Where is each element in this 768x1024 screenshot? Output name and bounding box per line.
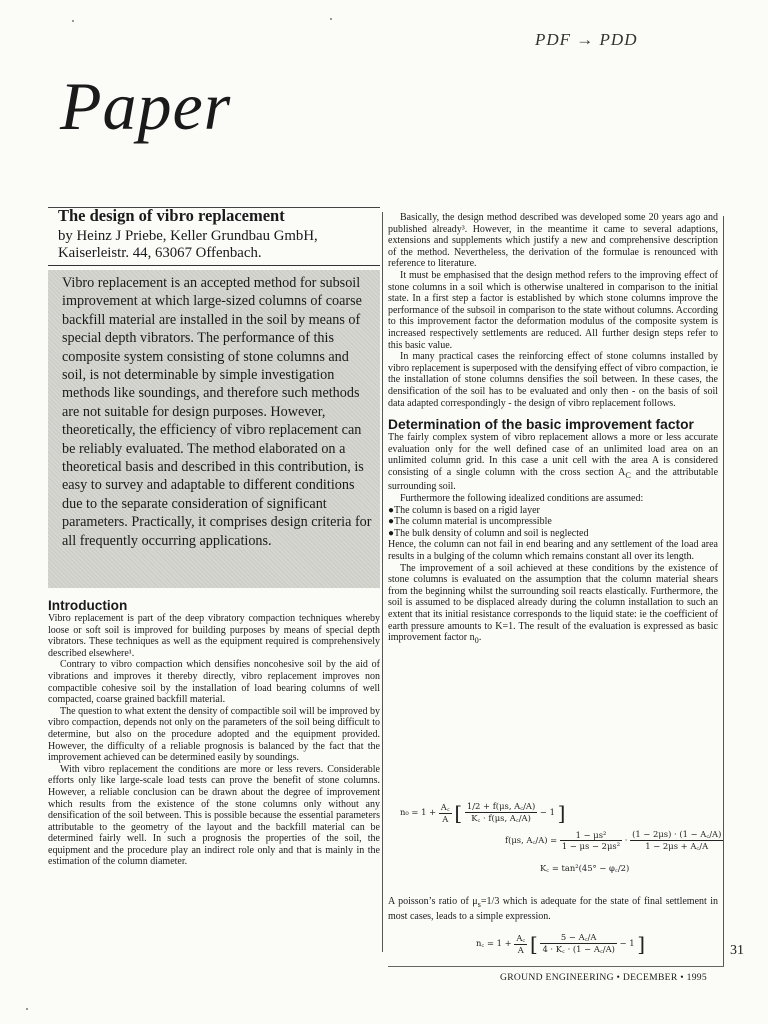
equation-n0 <box>400 801 565 824</box>
section-heading: Determination of the basic improvement factor <box>388 417 694 433</box>
eq4-fraction <box>514 933 527 955</box>
bracket-open: [ <box>454 800 463 825</box>
eq1-fraction <box>439 802 452 824</box>
intro-heading: Introduction <box>48 598 128 613</box>
eq1-inner-den: K꜀ · f(μs, A꜀/A) <box>471 813 531 823</box>
page-number: 31 <box>730 943 744 958</box>
eq1-lhs: n₀ = 1 + <box>400 807 437 817</box>
sub-c: C <box>625 470 631 480</box>
bullet-icon: ● <box>388 516 395 528</box>
sub-0: 0 <box>474 636 479 646</box>
poisson-paragraph <box>388 896 718 922</box>
improvement-paragraph <box>388 563 718 647</box>
scan-speck <box>72 20 74 22</box>
scan-speck <box>26 1008 28 1010</box>
eq2-num1: 1 − μs² <box>560 830 622 841</box>
section-paragraph-end: and the attributable surrounding soil. <box>388 466 719 493</box>
eq4-num: A꜀ <box>516 932 526 943</box>
bracket-close: ] <box>637 931 646 956</box>
intro-paragraph: Contrary to vibro compaction which densifies noncohesive soil by the aid of vibrations and improves it thereby directly, vibro replacement improves non compactible cohesive soil by the installation of load bearing columns of well compacted, coarse grained backfill material. <box>48 659 380 706</box>
right-margin-rule <box>723 216 724 966</box>
bullet-item <box>388 505 718 517</box>
right-column <box>388 212 718 647</box>
eq4-lhs: n꜀ = 1 + <box>476 938 512 948</box>
eq2-den2: 1 − 2μs + A꜀/A <box>645 841 709 851</box>
right-paragraph: In many practical cases the reinforcing effect of stone columns installed by vibro replacement is superposed with the densifying effect of vibro compaction, ie the installation of stone columns densifies the soil between. In these cases, the densification of the soil has to be evaluated and only then - on the basis of soil data adapted correspondingly - the design of vibro replacement follows. <box>388 351 718 409</box>
poisson-text-b: =1/3 which is adequate for the state of final settlement in most cases, leads to a simple expression. <box>388 896 719 922</box>
masthead: Paper <box>60 68 232 144</box>
eq4-inner-num: 5 − A꜀/A <box>540 932 616 944</box>
byline-2: Kaiserleistr. 44, 63067 Offenbach. <box>58 245 262 261</box>
eq2-num2: (1 − 2μs) · (1 − A꜀/A) <box>632 829 722 839</box>
improvement-text: The improvement of a soil achieved at these conditions by the existence of stone columns is evaluated on the assumption that the column material shears from the beginning whilst the surrounding soil reacts elastically. Furthermore, the soil is assumed to be displaced already during the column installation to such an extent that its initial resistance corresponds to the liquid state: ie the coefficient of earth pressure amounts to K=1. The result of the evaluation is expressed as basic improvement factor n <box>388 562 718 644</box>
eq1-num: A꜀ <box>440 801 450 812</box>
bullet-text: The column material is uncompressible <box>394 516 552 528</box>
intro-paragraph: With vibro replacement the conditions are more or less revers. Considerable efforts only like large-scale load tests can prove the benefit of stone columns. However, a reliable conclusion can be drawn about the degree of improvement which results from the existence of the stone columns only without any densification of the soil between. This is possible because the essential parameters attributable to the geometry of the layout and the backfill material can be determined fairly well. In such a prognosis the properties of the soil, the equipment and the procedure play an indirect role only and that is mainly in the estimation of the column diameter. <box>48 763 380 868</box>
assumptions-intro: Furthermore the following idealized conditions are assumed: <box>400 493 644 505</box>
eq4-inner-den: 4 · K꜀ · (1 − A꜀/A) <box>542 944 615 954</box>
section-paragraph-text: The fairly complex system of vibro replacement allows a more or less accurate evaluation only for the well defined case of an unlimited load area on an unlimited column grid. In this case a unit cell with the area A is considered consisting of a single column with the cross section A <box>388 432 718 478</box>
bullet-text: The column is based on a rigid layer <box>394 504 540 516</box>
footer-rule <box>388 966 724 967</box>
eq4-den: A <box>517 944 524 955</box>
bullet-icon: ● <box>388 527 395 539</box>
eq1-den: A <box>442 813 449 824</box>
intro-paragraph: The question to what extent the density of compactible soil will be improved by vibro compaction, depends not only on the parameters of the soil being difficult to determine, but also on the procedure adopted and the equipment provided. However, the difficulty of a reliable prognosis is balanced by the fact that the improvement achieved can be determined easily by soundings. <box>48 705 380 764</box>
eq2-lhs: f(μs, A꜀/A) = <box>505 835 558 845</box>
right-body <box>388 212 718 409</box>
section-body <box>388 432 718 647</box>
scan-speck <box>330 18 332 20</box>
bracket-open: [ <box>529 931 538 956</box>
eq4-inner-fraction <box>540 932 616 955</box>
bullet-item <box>388 516 718 528</box>
eq1-tail: − 1 <box>539 807 555 817</box>
byline-1: by Heinz J Priebe, Keller Grundbau GmbH, <box>58 228 318 244</box>
poisson-text-a: A poisson’s ratio of μ <box>388 896 478 907</box>
byline-rule <box>48 265 380 266</box>
bracket-close: ] <box>557 800 566 825</box>
article-title: The design of vibro replacement <box>58 206 285 225</box>
right-paragraph: It must be emphasised that the design method refers to the improving effect of stone columns in a soil which is otherwise unaltered in comparison to the initial state. In a first step a factor is established by which stone columns improve the performance of the subsoil in comparison to the state without columns. According to this improvement factor the deformation modulus of the composite system is increased respectively settlements are reduced. All further design steps refer to this basic value. <box>388 269 718 351</box>
equation-f <box>505 829 723 852</box>
eq4-tail: − 1 <box>619 938 635 948</box>
intro-paragraph: Vibro replacement is part of the deep vibratory compaction techniques whereby loose or soft soil is improved for building purposes by means of special depth vibrators. These techniques as well as the equipment required is comprehensively described elsewhere¹. <box>48 613 380 659</box>
eq1-inner-num: 1/2 + f(μs, A꜀/A) <box>466 801 536 811</box>
eq2-fraction-1 <box>560 830 622 851</box>
sub-s: s <box>477 900 481 909</box>
poisson-body <box>388 896 718 922</box>
equation-kc: K꜀ = tan²(45° − φ꜀/2) <box>540 863 630 873</box>
abstract: Vibro replacement is an accepted method for subsoil improvement at which large-sized columns of coarse backfill material are installed in the soil by means of special depth vibrators. The performance of this composite system consisting of stone columns and soil, is not determinable by simple investigation methods like soundings, and therefore such methods are not suitable for design purposes. However, theoretically, the efficiency of vibro replacement can be reliably evaluated. The method elaborated on a theoretical basis and described in this contribution, is easy to survey and adaptable to different conditions due to the separate consideration of significant parameters. Practically, it comprises design criteria for all frequently occurring applications. <box>48 270 380 588</box>
bullet-item <box>388 528 718 540</box>
section-paragraph <box>388 432 718 493</box>
eq2-dot: · <box>624 835 628 845</box>
improvement-end: . <box>478 632 482 644</box>
intro-body <box>48 613 380 868</box>
handwritten-annotation: PDF → PDD <box>535 30 638 49</box>
eq2-fraction-2 <box>630 829 723 852</box>
hence-paragraph: Hence, the column can not fail in end bearing and any settlement of the load area results in a bulging of the column which remains constant all over its length. <box>388 539 718 563</box>
bullet-text: The bulk density of column and soil is neglected <box>394 527 589 539</box>
eq1-inner-fraction <box>465 801 537 824</box>
right-paragraph: Basically, the design method described was developed some 20 years ago and published already³. However, in the meantime it came to several adaptions, extensions and supplements which justify a new and comprehensive description of the method. Nevertheless, the derivation of the formulae is renounced with reference to literature. <box>388 212 718 270</box>
eq2-den1: 1 − μs − 2μs² <box>561 841 621 851</box>
poisson-text <box>388 896 718 922</box>
bullet-icon: ● <box>388 504 395 516</box>
equation-n-simple <box>476 932 645 955</box>
column-divider <box>382 212 383 952</box>
running-footer: GROUND ENGINEERING • DECEMBER • 1995 <box>500 972 707 983</box>
left-column <box>48 206 380 868</box>
